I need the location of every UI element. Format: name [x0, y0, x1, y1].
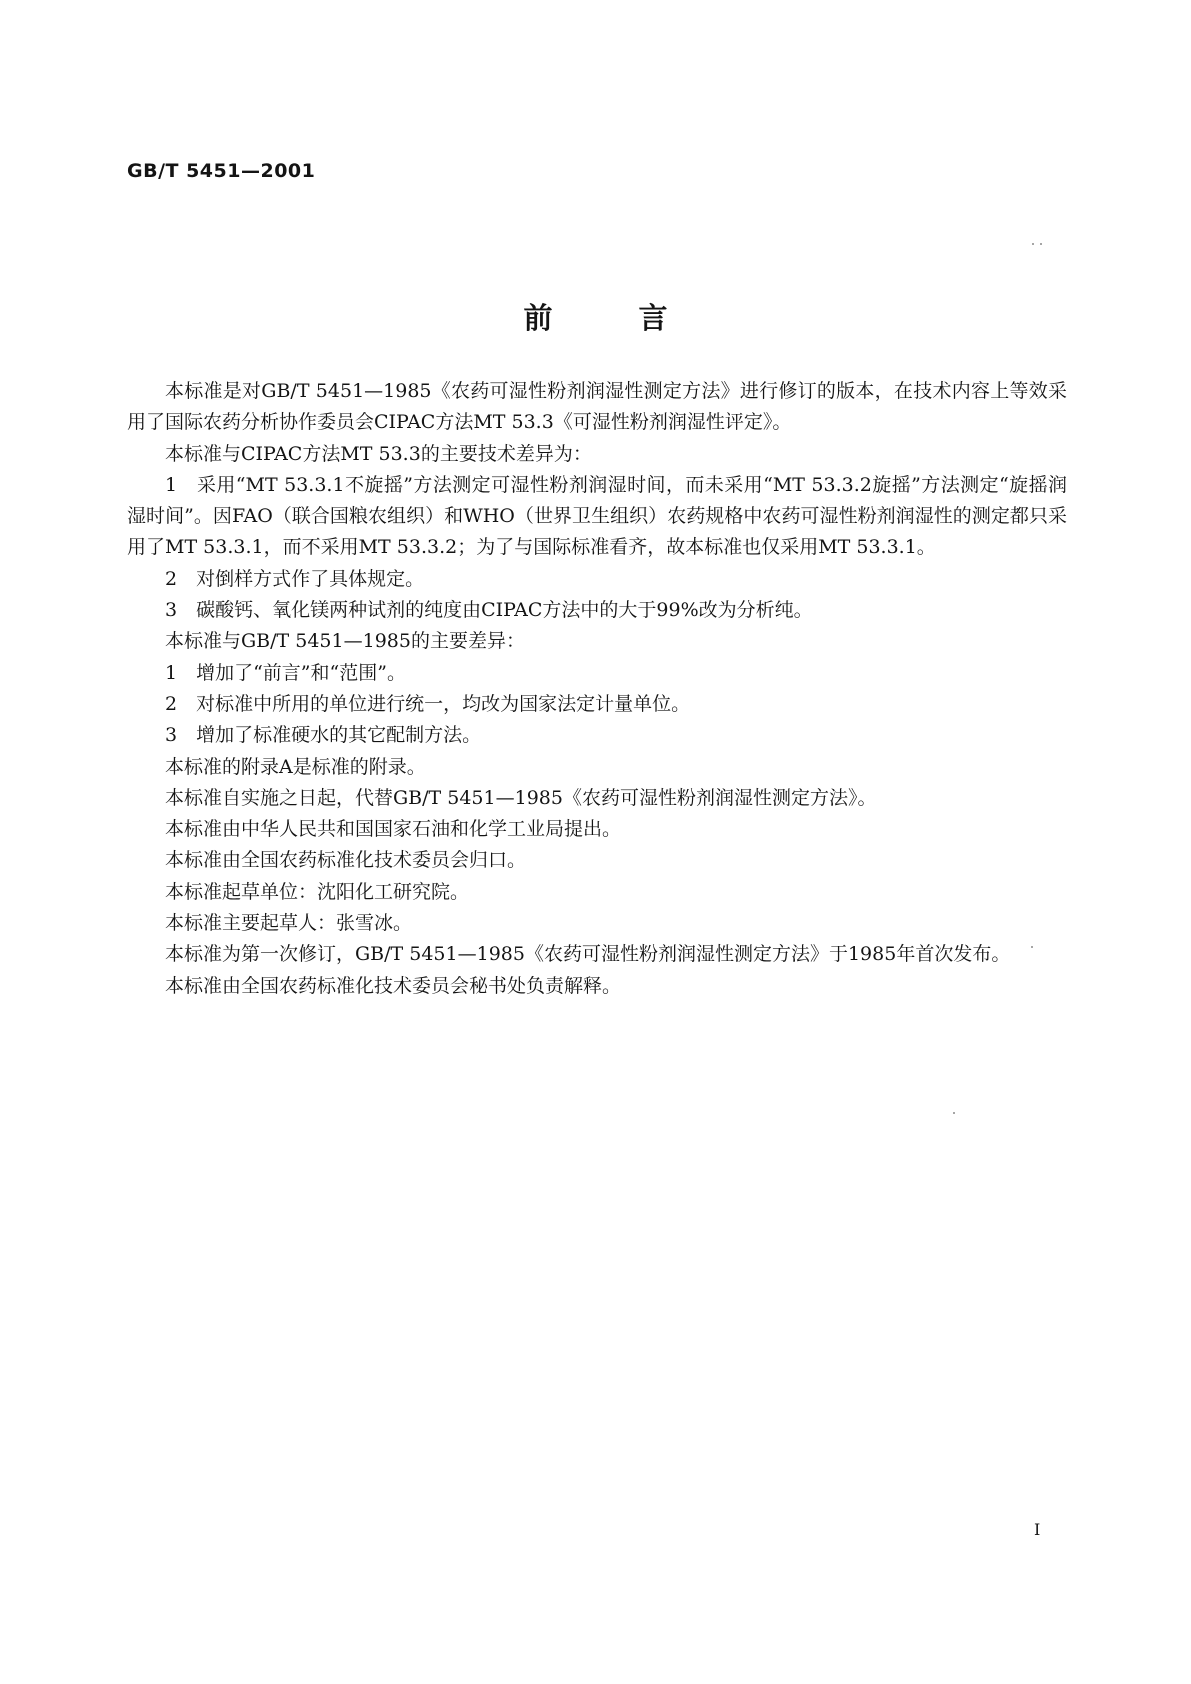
paragraph-intro: 本标准是对GB/T 5451—1985《农药可湿性粉剂润湿性测定方法》进行修订的版本，在技术内容上等效采用了国际农药分析协作委员会CIPAC方法MT 53.3《可湿性粉剂润湿性评定》。	[127, 380, 1067, 434]
foreword-body	[127, 376, 1067, 1002]
paragraph-1985-diff-2: 2 对标准中所用的单位进行统一，均改为国家法定计量单位。	[165, 692, 691, 715]
paragraph-1985-diff-1: 1 增加了“前言”和“范围”。	[165, 661, 406, 684]
scan-speck	[1032, 243, 1034, 245]
standard-code: GB/T 5451—2001	[127, 160, 316, 182]
paragraph-cipac-diff-3: 3 碳酸钙、氧化镁两种试剂的纯度由CIPAC方法中的大于99%改为分析纯。	[165, 599, 813, 622]
paragraph-centralized-by: 本标准由全国农药标准化技术委员会归口。	[165, 849, 527, 872]
paragraph-cipac-diff-1: 1 采用“MT 53.3.1不旋摇”方法测定可湿性粉剂润湿时间，而未采用“MT 53.3.2旋摇”方法测定“旋摇润湿时间”。因FAO（联合国粮农组织）和WHO（世界卫生组织）农药规格中农药可湿性粉剂润湿性的测定都只采用了MT 53.3.1，而不采用MT 53.3.2；为了与国际标准看齐，故本标准也仅采用MT 53.3.1。	[127, 473, 1067, 559]
paragraph-drafting-unit: 本标准起草单位：沈阳化工研究院。	[165, 880, 470, 903]
page-title: 前言	[523, 301, 754, 335]
paragraph-1985-diff-3: 3 增加了标准硬水的其它配制方法。	[165, 724, 482, 747]
scan-speck	[1040, 243, 1042, 245]
scan-speck	[1031, 946, 1033, 948]
paragraph-1985-diff-heading: 本标准与GB/T 5451—1985的主要差异：	[165, 630, 525, 653]
paragraph-replaces: 本标准自实施之日起，代替GB/T 5451—1985《农药可湿性粉剂润湿性测定方法》。	[165, 786, 877, 809]
paragraph-interpretation: 本标准由全国农药标准化技术委员会秘书处负责解释。	[165, 974, 622, 997]
page-number: I	[1034, 1520, 1041, 1539]
paragraph-cipac-diff-heading: 本标准与CIPAC方法MT 53.3的主要技术差异为：	[165, 442, 592, 465]
paragraph-revision-history: 本标准为第一次修订，GB/T 5451—1985《农药可湿性粉剂润湿性测定方法》于1985年首次发布。	[165, 943, 1011, 966]
paragraph-proposed-by: 本标准由中华人民共和国国家石油和化学工业局提出。	[165, 818, 622, 841]
paragraph-cipac-diff-2: 2 对倒样方式作了具体规定。	[165, 567, 425, 590]
scan-speck	[953, 1112, 955, 1114]
paragraph-main-drafter: 本标准主要起草人：张雪冰。	[165, 912, 413, 935]
paragraph-appendix: 本标准的附录A是标准的附录。	[165, 755, 426, 778]
